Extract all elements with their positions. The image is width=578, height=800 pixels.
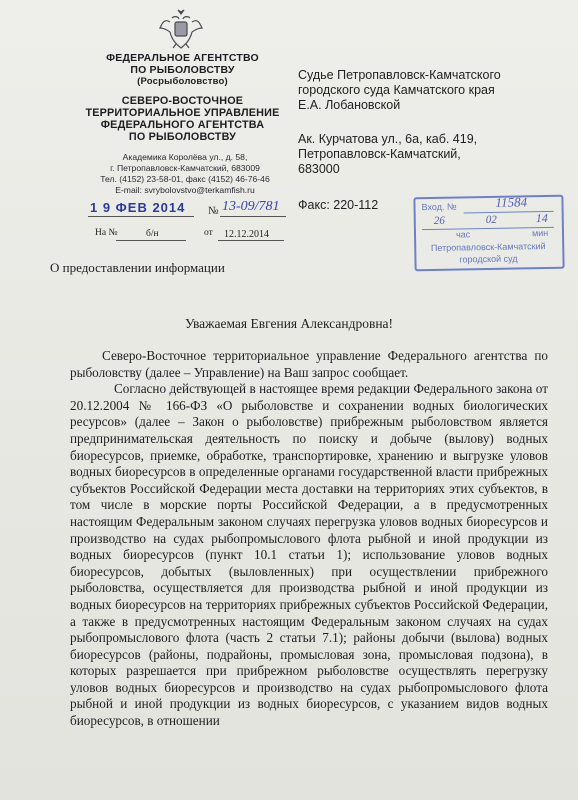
contact-line: Тел. (4152) 23-58-01, факс (4152) 46-76-46 — [100, 174, 270, 184]
contact-line: Академика Королёва ул., д. 58, — [122, 152, 248, 162]
outgoing-number-handwritten: 13-09/781 — [222, 199, 280, 214]
ref-number: б/н — [146, 229, 159, 239]
body-paragraph: Северо-Восточное территориальное управление Федерального агентства по рыболовству (далее – Управление) на Ваш запрос сообщает. — [70, 348, 548, 380]
stamp-org-line: городской суд — [459, 253, 518, 265]
stamp-month: 02 — [485, 213, 497, 227]
addressee-fax: Факс: 220-112 — [298, 198, 379, 212]
addressee-line: Судье Петропавловск-Камчатского — [298, 68, 501, 82]
ref-label: На № — [95, 228, 118, 238]
ref-date-underline — [218, 240, 284, 241]
addressee-block — [298, 68, 501, 113]
stamp-in-label: Вход. № — [421, 201, 457, 213]
department-line: ПО РЫБОЛОВСТВУ — [128, 131, 237, 143]
ref-from-label: от — [204, 228, 213, 238]
address-line: 683000 — [298, 162, 340, 176]
addressee-line: городского суда Камчатского края — [298, 83, 495, 97]
address-line: Петропавловск-Камчатский, — [298, 147, 461, 161]
letter-body — [70, 348, 548, 730]
ref-date: 12.12.2014 — [224, 229, 269, 240]
address-line: Ак. Курчатова ул., 6а, каб. 419, — [298, 132, 478, 146]
agency-line: (Росрыболовство) — [137, 76, 228, 87]
registration-stamp — [413, 195, 564, 272]
coat-of-arms-icon — [158, 8, 204, 50]
number-prefix: № — [208, 205, 219, 217]
agency-line: ФЕДЕРАЛЬНОЕ АГЕНТСТВО — [106, 52, 259, 64]
department-line: ФЕДЕРАЛЬНОГО АГЕНТСТВА — [100, 119, 265, 131]
stamp-org-line: Петропавловск-Камчатский — [430, 241, 546, 254]
number-underline — [220, 216, 286, 217]
contact-block — [70, 152, 300, 196]
stamp-minute-label: мин — [531, 227, 549, 239]
stamp-year: 14 — [535, 210, 548, 226]
department-line: СЕВЕРО-ВОСТОЧНОЕ — [121, 95, 244, 107]
contact-line: E-mail: svrybolovstvo@terkamfish.ru — [115, 185, 255, 195]
stamp-number: 11584 — [495, 194, 528, 210]
date-underline — [88, 216, 194, 217]
agency-line: ПО РЫБОЛОВСТВУ — [130, 64, 235, 76]
stamp-day: 26 — [433, 214, 445, 227]
stamp-hour-label: час — [455, 229, 471, 240]
agency-header — [60, 52, 305, 88]
outgoing-date-stamp: 1 9 ФЕВ 2014 — [90, 200, 186, 215]
department-line: ТЕРРИТОРИАЛЬНОЕ УПРАВЛЕНИЕ — [85, 107, 280, 119]
ref-number-underline — [116, 240, 186, 241]
body-paragraph: Согласно действующей в настоящее время редакции Федерального закона от 20.12.2004 № 166-ФЗ «О рыболовстве и сохранении водных биологических ресурсов» (далее – Закон о рыболовстве) прибрежным рыболовством является предпринимательская деятельность по поиску и добыче (вылову) водных биоресурсов, приемке, обработке, транспортировке, хранению и выгрузке уловов водных биоресурсов в определенные органами государственной власти прибрежных субъектов Российской Федерации места доставки на территориях этих субъектов, в том числе в морские порты Российской Федерации, а в предусмотренных настоящим Федеральным законом случаях перегрузка уловов водных биоресурсов и производство на судах рыбопромыслового флота рыбной и иной продукции из водных биоресурсов (пункт 10.1 статьи 1); использование уловов водных биоресурсов, добытых (выловленных) при осуществлении прибрежного рыболовства, осуществляется для производства рыбной и иной продукции из водных биоресурсов на территориях прибрежных субъектов Российской Федерации, а также в предусмотренных настоящим Федеральным законом случаях на судах рыбопромыслового флота (часть 2 статьи 7.1); районы добычи (вылова) водных биоресурсов (районы, подрайоны, промысловая зона, промысловая подзона), в которых разрешается при прибрежном рыболовстве осуществлять перегрузку уловов водных биоресурсов и производство на судах рыбопромыслового флота рыбной и иной продукции из водных биоресурсов, с указанием видов водных биоресурсов, в отношении — [70, 381, 548, 729]
salutation: Уважаемая Евгения Александровна! — [184, 316, 394, 331]
letter-subject: О предоставлении информации — [50, 260, 225, 275]
department-header — [60, 95, 305, 143]
addressee-address — [298, 132, 477, 177]
addressee-line: Е.А. Лобановской — [298, 98, 401, 112]
contact-line: г. Петропавловск-Камчатский, 683009 — [110, 163, 260, 173]
